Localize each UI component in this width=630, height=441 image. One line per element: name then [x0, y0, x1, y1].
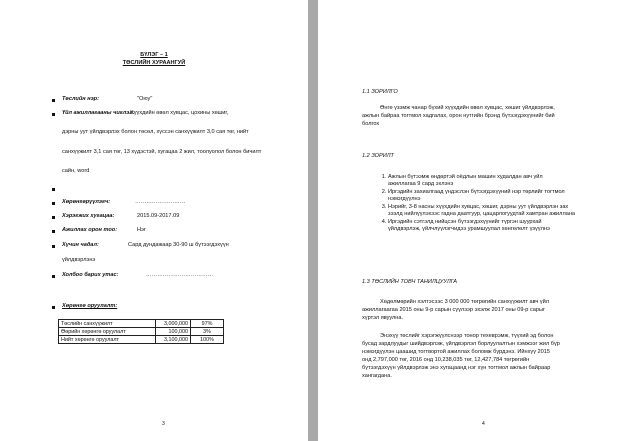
summary-paragraph-line: Хөдөлмөрийн хэлтэсээс 3 000 000 төгрөгийн санхүүжилт авч үйл: [380, 299, 549, 305]
duration-value: 2015.09-2017.09: [137, 213, 180, 219]
page-number: 3: [162, 421, 165, 427]
project-name-value: "Оюу": [137, 96, 153, 102]
bullet-icon: [52, 113, 55, 116]
summary-paragraph-line: хангагдана.: [362, 373, 392, 379]
table-cell: 3,100,000: [156, 336, 191, 344]
activity-line: санхүүжилт 3,1 сая төг, 13 хүдэстэй, хугацаа 2 жил, тоолуолол болон бичилт: [62, 149, 262, 155]
contact-value: ………………………………: [146, 272, 214, 278]
table-row: [59, 320, 224, 328]
summary-paragraph-line: онд 2,797,000 төг, 2016 онд 10,238,035 төг, 12,427,784 төгрөгийн: [362, 357, 530, 363]
page-number: 4: [482, 421, 485, 427]
list-item: [388, 189, 618, 203]
bullet-icon: [52, 306, 55, 309]
workers-label: Ажиллах орон тоо:: [62, 227, 118, 233]
investor-value: ………………………: [135, 199, 186, 205]
goal-paragraph-line: болгох: [362, 121, 380, 127]
chapter-label: БҮЛЭГ – 1: [140, 52, 168, 58]
table-cell: Өөрийн хөрөнгө оруулалт: [59, 328, 156, 336]
left-page: [0, 0, 308, 441]
bullet-icon: [52, 188, 55, 191]
bullet-icon: [52, 216, 55, 219]
list-item-text: Нэрийг, 3-8 насны хүүхдийн хувцас, хөшиг, дэрны уут үйлдвэрлэн зах: [388, 204, 569, 210]
bullet-icon: [52, 202, 55, 205]
goal-paragraph-line: Өнгө үзэмж чанар бүхий хүүхдийн өвөл хувцас, хөшиг үйлдвэрлэж,: [380, 105, 555, 111]
summary-paragraph-line: хүртэл явуулна.: [362, 315, 404, 321]
workers-value: Нэг: [137, 227, 146, 233]
capacity-value-cont: үйлдвэрлэнэ: [62, 257, 96, 263]
revenue-label: Хөрөнгө оруулалт:: [62, 303, 118, 309]
activity-line: Хүүхдийн өвөл хувцас, цохины хөшиг,: [130, 110, 229, 116]
capacity-value: Сард дундажаар 30-90 ш бүтээгдэхүүн: [128, 242, 229, 248]
activity-line: дэрны уут үйлдвэрлэх болон төсөл, хүссэн санхүүжилт 3,0 сая төг, нийт: [62, 129, 249, 135]
list-item: [388, 219, 618, 233]
table-row: [59, 328, 224, 336]
table-cell: 3%: [191, 328, 224, 336]
list-item: [388, 204, 618, 218]
project-name-label: Төслийн нэр:: [62, 96, 99, 102]
table-cell: Нийт хөрөнгө оруулалт: [59, 336, 156, 344]
table-row: [59, 336, 224, 344]
list-item-text: Иргэдийн захиалгаад үндэслэн бүтээгдэхүүний нэр төрлийг тогтмол: [388, 189, 565, 195]
table-cell: 100,000: [156, 328, 191, 336]
list-item: [388, 174, 618, 188]
objectives-list: [378, 174, 618, 234]
table-cell: Төслийн санхүүжилт: [59, 320, 156, 328]
summary-paragraph-line: бүтээгдэхүүн үйлдвэрлэж энэ хугацаанд нэг хүн тогтмол ажлын байраар: [362, 365, 551, 371]
bullet-icon: [52, 275, 55, 278]
activity-line: сайн, word: [62, 168, 90, 174]
chapter-title: ТӨСЛИЙН ХУРААНГУЙ: [122, 60, 186, 66]
goal-paragraph-line: ажлын байраа тогтмол хадгалах, орон нутгийн брэнд бүтээгдэхүүнийг бий: [362, 113, 555, 119]
bullet-icon: [52, 245, 55, 248]
summary-paragraph-line: ажиллагаагаа 2015 оны 9-р сарын сүүлээр эхэлж 2017 оны 09-р сарыг: [362, 307, 546, 313]
bullet-icon: [52, 99, 55, 102]
list-item-text: Ажлын бүтээмж өндөртэй оёдлын машин худалдан авч үйл: [388, 174, 543, 180]
section-heading-summary: 1.3 ТӨСЛИЙН ТОВЧ ТАНИЛЦУУЛГА: [362, 279, 457, 285]
investor-label: Хөрөнгөрүүлэгч:: [62, 199, 111, 205]
bullet-icon: [52, 230, 55, 233]
summary-paragraph-line: бусад зардлуудыг шийдвэрлэж, үйлдвэрлэл борлуулалтын хэмжээг жил бүр: [362, 341, 560, 347]
contact-label: Холбоо барих утас:: [62, 272, 119, 278]
summary-paragraph-line: нэмэгдүүлэн цаашид тогтвортой ажиллах боломж бүрдэнэ. Ийнхүү 2015: [362, 349, 550, 355]
activity-label: Үйл ажиллагааны чиглэл:: [62, 110, 135, 116]
table-cell: 97%: [191, 320, 224, 328]
investment-table: [58, 319, 224, 344]
table-cell: 3,000,000: [156, 320, 191, 328]
table-cell: 100%: [191, 336, 224, 344]
list-item-text: нэмэгдүүлнэ: [388, 196, 421, 202]
list-item-text: үйлдвэрлэж, үйлчлүүлэгчидээ урамшуулал хөнгөлөлт үзүүлнэ: [388, 226, 550, 232]
duration-label: Хэрэгжих хугацаа:: [62, 213, 115, 219]
list-item-text: ажиллагаа 9 сард эхлэнэ: [388, 181, 454, 187]
summary-paragraph-line: Энэхүү төслийг хэрэгжүүлснээр тонор техеврэмж, түүхий эд болон: [380, 333, 554, 339]
section-heading-goal: 1.1 ЗОРИЛГО: [362, 89, 398, 95]
capacity-label: Хүчин чадал:: [62, 242, 99, 248]
list-item-text: Иргэдийн сэтгэлд нийцсэн бүтээгдэхүүнийг түргэн шуурхай: [388, 219, 542, 225]
right-page: [318, 0, 630, 441]
section-heading-objectives: 1.2 ЗОРИЛТ: [362, 153, 394, 159]
list-item-text: зээлд нийлүүлэхээс гадна даатгуур, цацарлогуудтай хамтран ажиллана: [388, 211, 576, 217]
